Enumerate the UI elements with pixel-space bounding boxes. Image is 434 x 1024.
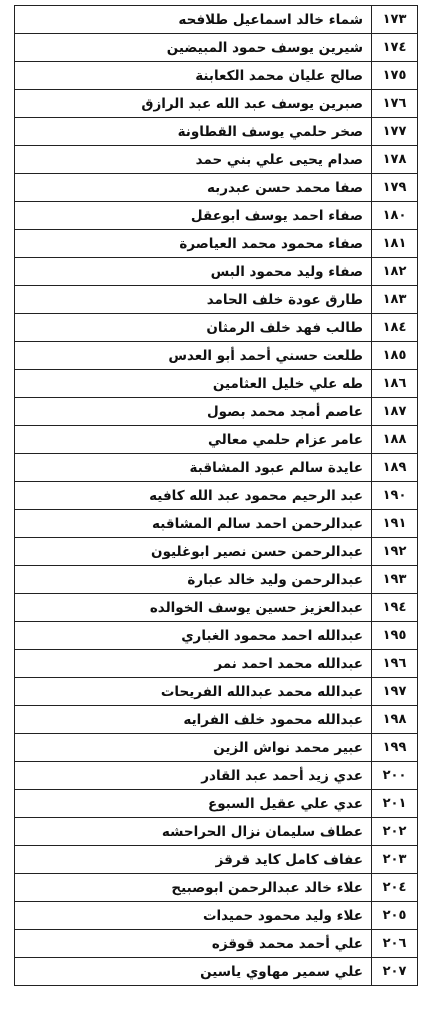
row-number: ١٩٩ — [372, 734, 418, 762]
person-name: صخر حلمي يوسف القطاونة — [15, 118, 372, 146]
person-name: عدي علي عقيل السبوع — [15, 790, 372, 818]
person-name: علي أحمد محمد قوقزه — [15, 930, 372, 958]
table-row — [15, 790, 418, 818]
person-name: طلعت حسني أحمد أبو العدس — [15, 342, 372, 370]
table-row — [15, 678, 418, 706]
person-name: صالح عليان محمد الكعابنة — [15, 62, 372, 90]
row-number: ٢٠٠ — [372, 762, 418, 790]
row-number: ٢٠٣ — [372, 846, 418, 874]
person-name: صفاء احمد يوسف ابوعقل — [15, 202, 372, 230]
table-row — [15, 594, 418, 622]
person-name: طارق عودة خلف الحامد — [15, 286, 372, 314]
person-name: طه علي خليل العثامين — [15, 370, 372, 398]
row-number: ١٨٦ — [372, 370, 418, 398]
person-name: طالب فهد خلف الرمثان — [15, 314, 372, 342]
person-name: عايدة سالم عبود المشاقبة — [15, 454, 372, 482]
row-number: ١٨٣ — [372, 286, 418, 314]
person-name: شماء خالد اسماعيل طلافحه — [15, 6, 372, 34]
row-number: ١٩٨ — [372, 706, 418, 734]
table-row — [15, 90, 418, 118]
row-number: ١٨٠ — [372, 202, 418, 230]
row-number: ١٨١ — [372, 230, 418, 258]
person-name: صفاء وليد محمود البس — [15, 258, 372, 286]
table-row — [15, 538, 418, 566]
person-name: علاء وليد محمود حميدات — [15, 902, 372, 930]
person-name: عبد الرحيم محمود عبد الله كافيه — [15, 482, 372, 510]
table-row — [15, 734, 418, 762]
person-name: عبدالرحمن احمد سالم المشاقبه — [15, 510, 372, 538]
row-number: ١٩٠ — [372, 482, 418, 510]
person-name: عفاف كامل كايد قرقز — [15, 846, 372, 874]
table-row — [15, 958, 418, 986]
row-number: ١٩٥ — [372, 622, 418, 650]
person-name: عبدالله احمد محمود الغباري — [15, 622, 372, 650]
table-row — [15, 818, 418, 846]
row-number: ١٧٤ — [372, 34, 418, 62]
table-row — [15, 34, 418, 62]
table-row — [15, 930, 418, 958]
table-row — [15, 622, 418, 650]
person-name: عبدالله محمد عبدالله الفريحات — [15, 678, 372, 706]
row-number: ١٩٦ — [372, 650, 418, 678]
row-number: ١٨٧ — [372, 398, 418, 426]
table-row — [15, 706, 418, 734]
table-row — [15, 650, 418, 678]
row-number: ١٧٧ — [372, 118, 418, 146]
row-number: ١٨٤ — [372, 314, 418, 342]
person-name: صدام يحيى علي بني حمد — [15, 146, 372, 174]
row-number: ١٩٧ — [372, 678, 418, 706]
table-row — [15, 566, 418, 594]
table-row — [15, 342, 418, 370]
row-number: ١٩٤ — [372, 594, 418, 622]
person-name: صفاء محمود محمد العياصرة — [15, 230, 372, 258]
person-name: صبرين يوسف عبد الله عبد الرازق — [15, 90, 372, 118]
table-row — [15, 118, 418, 146]
row-number: ١٨٥ — [372, 342, 418, 370]
table-row — [15, 426, 418, 454]
row-number: ١٧٨ — [372, 146, 418, 174]
person-name: عبير محمد نواش الزين — [15, 734, 372, 762]
row-number: ١٧٣ — [372, 6, 418, 34]
row-number: ٢٠٦ — [372, 930, 418, 958]
person-name: عامر عزام حلمي معالي — [15, 426, 372, 454]
person-name: عطاف سليمان نزال الحراحشه — [15, 818, 372, 846]
table-row — [15, 314, 418, 342]
row-number: ٢٠٥ — [372, 902, 418, 930]
table-row — [15, 62, 418, 90]
person-name: عبدالعزيز حسين يوسف الخوالده — [15, 594, 372, 622]
row-number: ٢٠١ — [372, 790, 418, 818]
row-number: ١٩٣ — [372, 566, 418, 594]
person-name: صفا محمد حسن عبدربه — [15, 174, 372, 202]
person-name: شيرين يوسف حمود المبيضين — [15, 34, 372, 62]
table-row — [15, 202, 418, 230]
table-row — [15, 6, 418, 34]
row-number: ١٨٢ — [372, 258, 418, 286]
table-row — [15, 510, 418, 538]
person-name: عاصم أمجد محمد بصول — [15, 398, 372, 426]
table-row — [15, 902, 418, 930]
names-table-body — [15, 6, 418, 986]
table-row — [15, 370, 418, 398]
row-number: ١٧٦ — [372, 90, 418, 118]
row-number: ١٨٩ — [372, 454, 418, 482]
person-name: عبدالرحمن وليد خالد عبارة — [15, 566, 372, 594]
row-number: ١٨٨ — [372, 426, 418, 454]
row-number: ٢٠٤ — [372, 874, 418, 902]
row-number: ٢٠٧ — [372, 958, 418, 986]
table-row — [15, 846, 418, 874]
person-name: عبدالله محمود خلف الفرايه — [15, 706, 372, 734]
table-row — [15, 230, 418, 258]
person-name: علي سمير مهاوي ياسين — [15, 958, 372, 986]
row-number: ١٧٩ — [372, 174, 418, 202]
table-row — [15, 174, 418, 202]
names-table — [14, 5, 418, 986]
table-row — [15, 874, 418, 902]
table-row — [15, 146, 418, 174]
person-name: علاء خالد عبدالرحمن ابوصبيح — [15, 874, 372, 902]
person-name: عدي زيد أحمد عبد القادر — [15, 762, 372, 790]
person-name: عبدالله محمد احمد نمر — [15, 650, 372, 678]
table-row — [15, 762, 418, 790]
row-number: ١٩٢ — [372, 538, 418, 566]
table-row — [15, 398, 418, 426]
table-row — [15, 454, 418, 482]
row-number: ١٩١ — [372, 510, 418, 538]
table-row — [15, 258, 418, 286]
row-number: ١٧٥ — [372, 62, 418, 90]
table-row — [15, 482, 418, 510]
person-name: عبدالرحمن حسن نصير ابوغليون — [15, 538, 372, 566]
row-number: ٢٠٢ — [372, 818, 418, 846]
table-row — [15, 286, 418, 314]
